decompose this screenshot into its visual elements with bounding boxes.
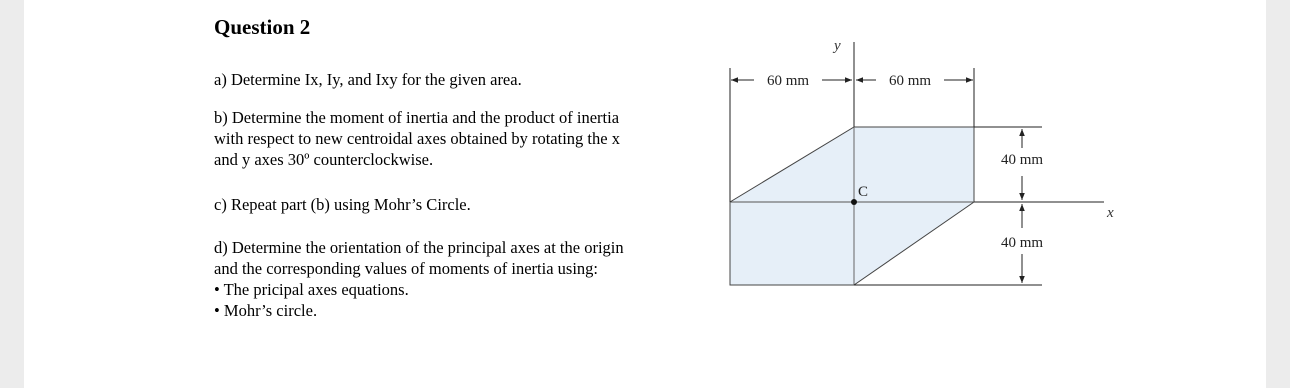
part-d-bullet-2: • Mohr’s circle. xyxy=(214,301,318,320)
part-b-line-3: and y axes 30º counterclockwise. xyxy=(214,150,434,169)
part-b-line-1: b) Determine the moment of inertia and the product of inertia xyxy=(214,108,620,127)
part-b-line-2: with respect to new centroidal axes obtained by rotating the x xyxy=(214,129,620,148)
dim-upper-height: 40 mm xyxy=(1000,152,1044,168)
area-diagram xyxy=(724,30,1124,300)
centroid-point xyxy=(851,199,857,205)
part-a-text: a) Determine Ix, Iy, and Ixy for the given area. xyxy=(214,70,522,89)
part-d xyxy=(214,237,624,321)
part-c-text: c) Repeat part (b) using Mohr’s Circle. xyxy=(214,195,471,214)
dim-left-width: 60 mm xyxy=(766,73,810,89)
centroid-label: C xyxy=(858,184,869,200)
y-axis-label: y xyxy=(834,38,841,54)
shaded-area xyxy=(730,127,974,285)
part-a xyxy=(214,69,522,90)
area-figure xyxy=(724,30,1124,305)
x-axis-label: x xyxy=(1107,205,1114,221)
question-title: Question 2 xyxy=(214,15,311,39)
part-d-bullet-1: • The pricipal axes equations. xyxy=(214,280,409,299)
dim-lower-height: 40 mm xyxy=(1000,235,1044,251)
part-d-line-1: d) Determine the orientation of the principal axes at the origin xyxy=(214,238,624,257)
part-d-line-2: and the corresponding values of moments of inertia using: xyxy=(214,259,598,278)
document-page xyxy=(24,0,1266,388)
part-c xyxy=(214,194,471,215)
dim-right-width: 60 mm xyxy=(888,73,932,89)
part-b xyxy=(214,107,620,170)
